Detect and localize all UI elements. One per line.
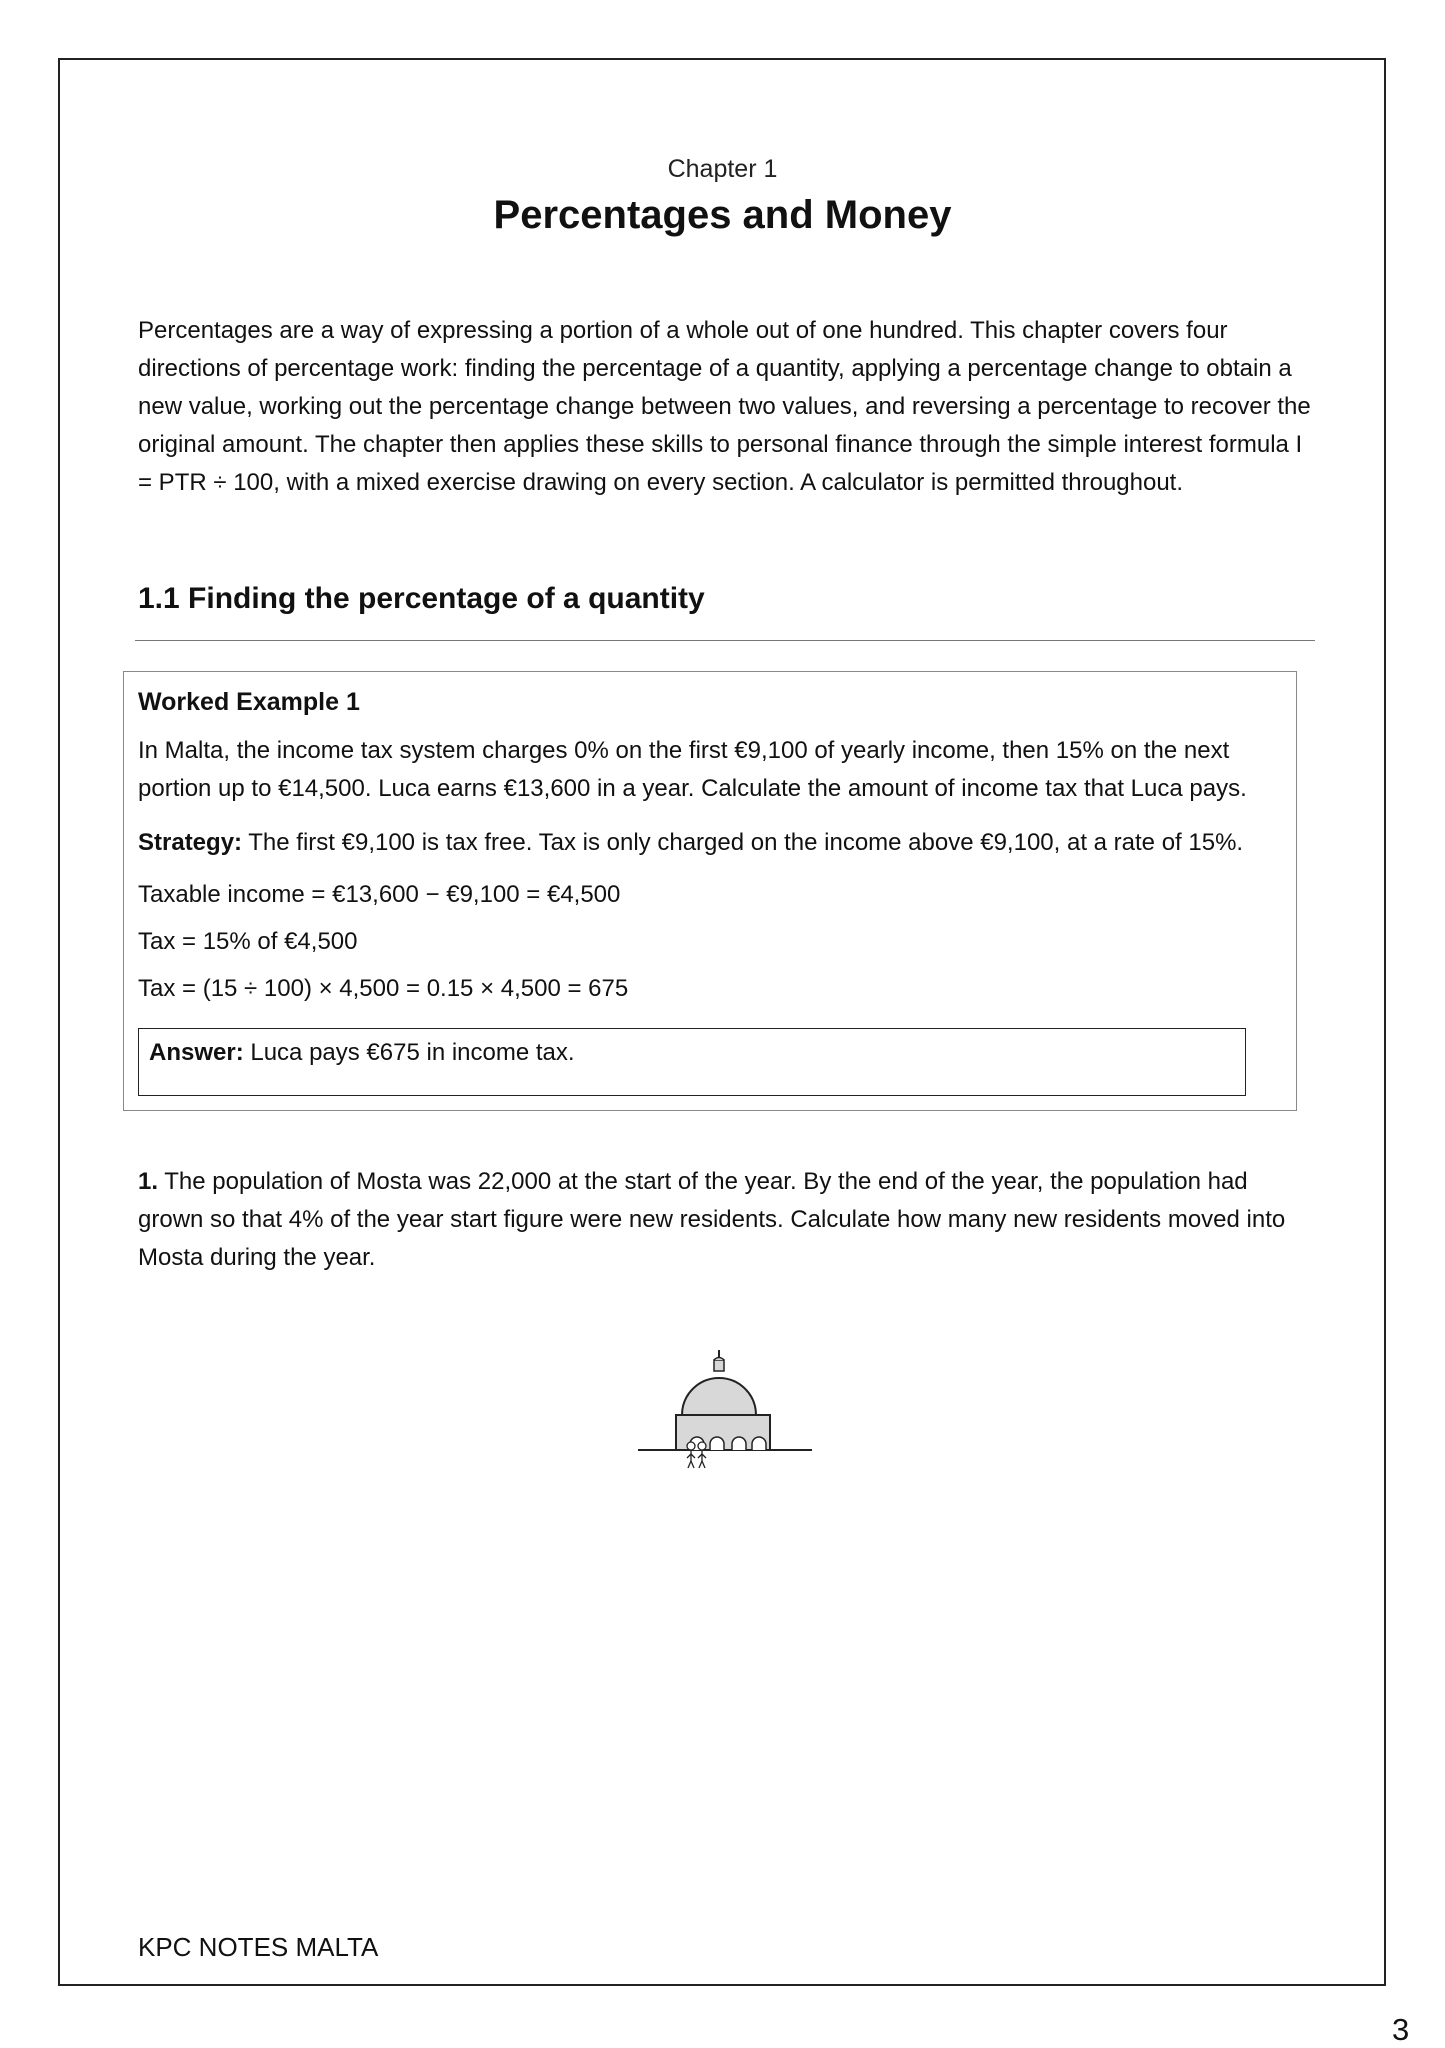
strategy-text: The first €9,100 is tax free. Tax is only charged on the income above €9,100, at a rate of 15%. bbox=[242, 829, 1244, 856]
question-1 bbox=[138, 1163, 1318, 1277]
question-number: 1. bbox=[138, 1168, 159, 1195]
chapter-title: Percentages and Money bbox=[493, 193, 952, 237]
answer-box bbox=[138, 1028, 1246, 1096]
chapter-label: Chapter 1 bbox=[667, 155, 778, 183]
footer-text: KPC NOTES MALTA bbox=[138, 1932, 379, 1962]
answer-text: Luca pays €675 in income tax. bbox=[243, 1039, 575, 1066]
mosta-rotunda-illustration bbox=[638, 1348, 812, 1472]
worked-example-step: Tax = (15 ÷ 100) × 4,500 = 0.15 × 4,500 = 675 bbox=[138, 975, 629, 1002]
worked-example-step: Tax = 15% of €4,500 bbox=[138, 928, 358, 955]
worked-example-problem: In Malta, the income tax system charges 0% on the first €9,100 of yearly income, then 15% on the next portion up to €14,500. Luca earns €13,600 in a year. Calculate the amount of income tax that Luca pays. bbox=[138, 737, 1247, 802]
question-text: The population of Mosta was 22,000 at the start of the year. By the end of the year, the population had grown so that 4% of the year start figure were new residents. Calculate how many new residents moved into Mosta during the year. bbox=[138, 1168, 1286, 1271]
page-number: 3 bbox=[1392, 2012, 1410, 2047]
worked-example-box bbox=[123, 671, 1297, 1111]
strategy-label: Strategy: bbox=[138, 829, 243, 856]
intro-paragraph: Percentages are a way of expressing a portion of a whole out of one hundred. This chapter covers four directions of percentage work: finding the percentage of a quantity, applying a percentage change to obtain a new value, working out the percentage change between two values, and reversing a percentage to recover the original amount. The chapter then applies these skills to personal finance through the simple interest formula I = PTR ÷ 100, with a mixed exercise drawing on every section. A calculator is permitted throughout. bbox=[138, 317, 1311, 496]
section-heading: 1.1 Finding the percentage of a quantity bbox=[138, 582, 705, 615]
section-divider bbox=[135, 640, 1315, 641]
worked-example-step: Taxable income = €13,600 − €9,100 = €4,500 bbox=[138, 881, 621, 908]
worked-example-title: Worked Example 1 bbox=[138, 688, 360, 716]
answer-label: Answer: bbox=[149, 1039, 244, 1066]
worked-example-strategy bbox=[138, 824, 1278, 862]
answer-line bbox=[149, 1037, 575, 1069]
